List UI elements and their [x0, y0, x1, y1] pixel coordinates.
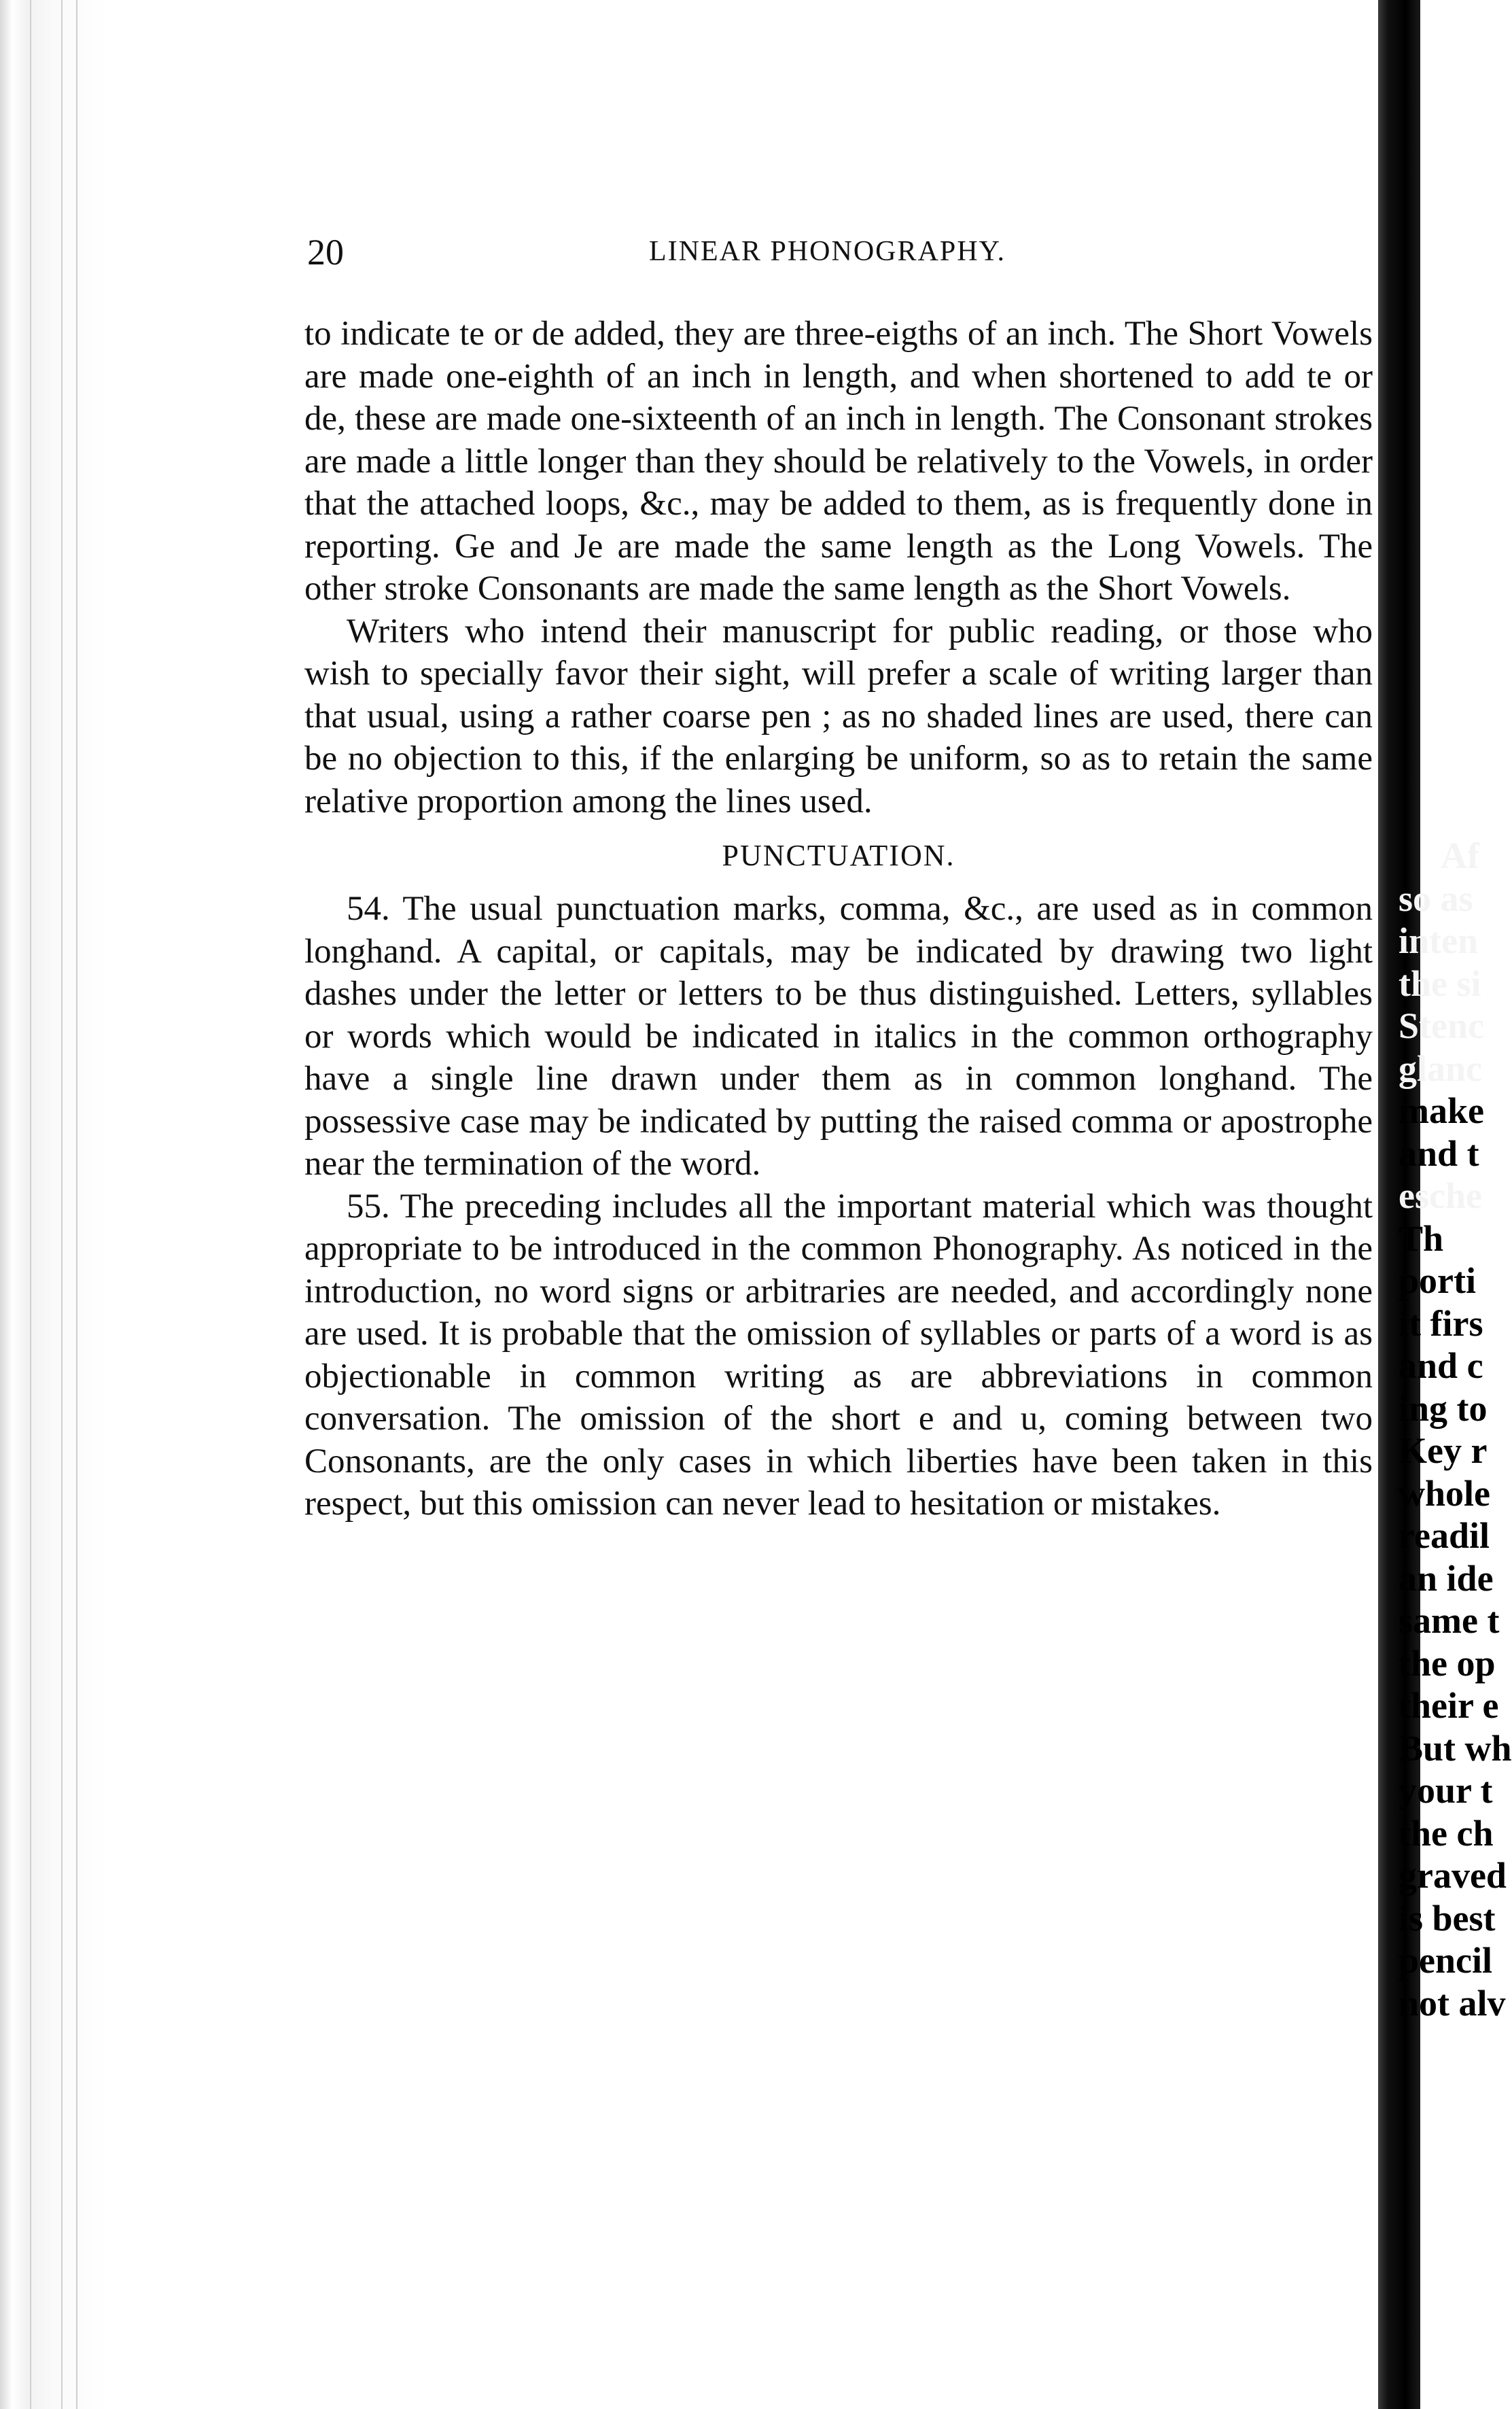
facing-page-fragment: their e	[1399, 1685, 1499, 1726]
facing-page-fragment: pencil	[1399, 1940, 1493, 1981]
running-title: LINEAR PHONOGRAPHY.	[649, 236, 1006, 267]
book-page	[299, 0, 1373, 2409]
facing-page-fragment: same t	[1399, 1600, 1500, 1641]
facing-page-fragment: and c	[1399, 1345, 1483, 1386]
facing-page-fragment: Af	[1441, 835, 1479, 876]
leaf-edge-line	[30, 0, 31, 2409]
facing-page-fragment: Stenc	[1399, 1005, 1484, 1046]
facing-page-fragment: an ide	[1399, 1557, 1494, 1599]
facing-page-edge	[1379, 0, 1512, 2409]
paragraph-scale-of-lengths: to indicate te or de added, they are three-eigths of an inch. The Short Vowels are made one-eighth of an inch in length, and when shortened to add te or de, these are made one-sixteenth of an inch in length. The Consonant strokes are made a little longer than they should be relatively to the Vowels, in order that the attached loops, &c., may be added to them, as is frequently done in reporting. Ge and Je are made the same length as the Long Vowels. The other stroke Consonants are made the same length as the Short Vowels.	[304, 315, 1373, 608]
facing-page-fragment: porti	[1399, 1260, 1476, 1301]
section-heading-punctuation: PUNCTUATION.	[722, 839, 955, 872]
body-text	[304, 313, 1373, 1525]
facing-page-fragment: make	[1399, 1090, 1484, 1131]
facing-page-fragment: your t	[1399, 1770, 1493, 1811]
facing-page-fragment: But wh	[1399, 1727, 1512, 1769]
facing-page-fragment: readil	[1399, 1515, 1490, 1556]
running-head	[299, 231, 1373, 279]
facing-page-fragment: esche	[1399, 1175, 1482, 1216]
paragraph-55-preceding-material: 55. The preceding includes all the important material which was thought appropriate to be introduced in the common Phonography. As noticed in the introduction, no word signs or arbitraries are needed, and accordingly none are used. It is probable that the omission of syllables or parts of a word is as objectionable in common writing as are abbreviations in common conversation. The omission of the short e and u, coming between two Consonants, are the only cases in which liberties have been taken in this respect, but this omission can never lead to hesitation or mistakes.	[304, 1187, 1373, 1523]
facing-page-fragment: the op	[1399, 1642, 1496, 1684]
facing-page-fragment: the si	[1399, 963, 1481, 1004]
facing-page-fragment: so as	[1399, 878, 1473, 919]
facing-page-fragment: Th	[1399, 1217, 1444, 1259]
facing-page-fragment: Key r	[1399, 1430, 1488, 1471]
facing-page-fragment: the ch	[1399, 1812, 1494, 1854]
facing-page-fragment: glanc	[1399, 1047, 1483, 1089]
facing-page-fragment: whole	[1399, 1472, 1490, 1514]
facing-page-fragment: and t	[1399, 1132, 1479, 1174]
facing-page-fragment: graved	[1399, 1855, 1507, 1896]
leaf-edge-line	[61, 0, 63, 2409]
facing-page-fragment: not alv	[1399, 1982, 1506, 2024]
page-number: 20	[307, 232, 344, 273]
facing-page-fragment: inten	[1399, 920, 1479, 961]
facing-page-fragment: ing to	[1399, 1387, 1488, 1429]
facing-page-fragment: it firs	[1399, 1302, 1483, 1344]
leaf-edge-line	[76, 0, 77, 2409]
page-stack-edge	[0, 0, 109, 2409]
paragraph-54-punctuation-marks: 54. The usual punctuation marks, comma, &c., are used as in common longhand. A capital, or capitals, may be indicated by drawing two light dashes under the letter or letters to be thus distinguished. Letters, syllables or words which would be indicated in italics in the common orthography have a single line drawn under them as in common longhand. The possessive case may be indicated by putting the raised comma or apostrophe near the termination of the word.	[304, 890, 1373, 1183]
facing-page-fragment: is best	[1399, 1897, 1496, 1939]
paragraph-writers-for-public-reading: Writers who intend their manuscript for public reading, or those who wish to specially favor their sight, will prefer a scale of writing larger than that usual, using a rather coarse pen ; as no shaded lines are used, there can be no objection to this, if the enlarging be uniform, so as to retain the same relative proportion among the lines used.	[304, 612, 1373, 820]
